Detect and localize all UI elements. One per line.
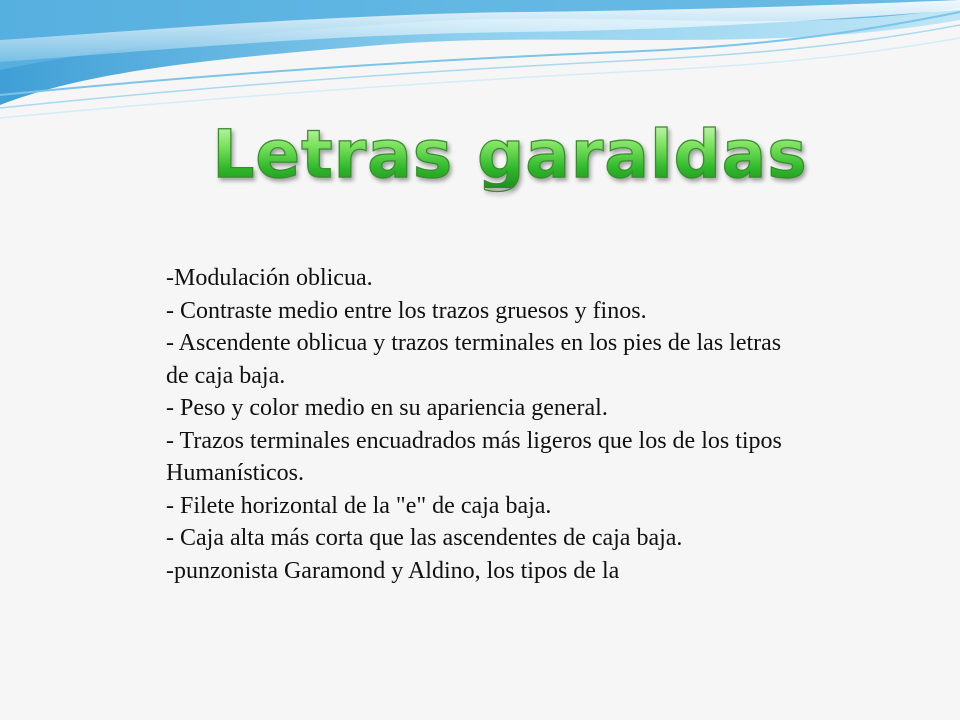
list-item: - Trazos terminales encuadrados más ligeros que los de los tipos Humanísticos.	[166, 427, 782, 486]
list-item: -punzonista Garamond y Aldino, los tipos de la	[166, 557, 620, 584]
bullet-list	[166, 262, 806, 587]
slide-title: Letras garaldas	[160, 122, 860, 188]
list-item: - Filete horizontal de la "e" de caja baja.	[166, 492, 552, 519]
list-item: - Ascendente oblicua y trazos terminales en los pies de las letras de caja baja.	[166, 330, 782, 389]
list-item: -Modulación oblicua.	[166, 265, 373, 291]
list-item: - Contraste medio entre los trazos gruesos y finos.	[166, 297, 647, 324]
wave-decoration	[0, 0, 960, 130]
list-item: - Peso y color medio en su apariencia general.	[166, 395, 608, 421]
list-item: - Caja alta más corta que las ascendentes de caja baja.	[166, 525, 683, 551]
